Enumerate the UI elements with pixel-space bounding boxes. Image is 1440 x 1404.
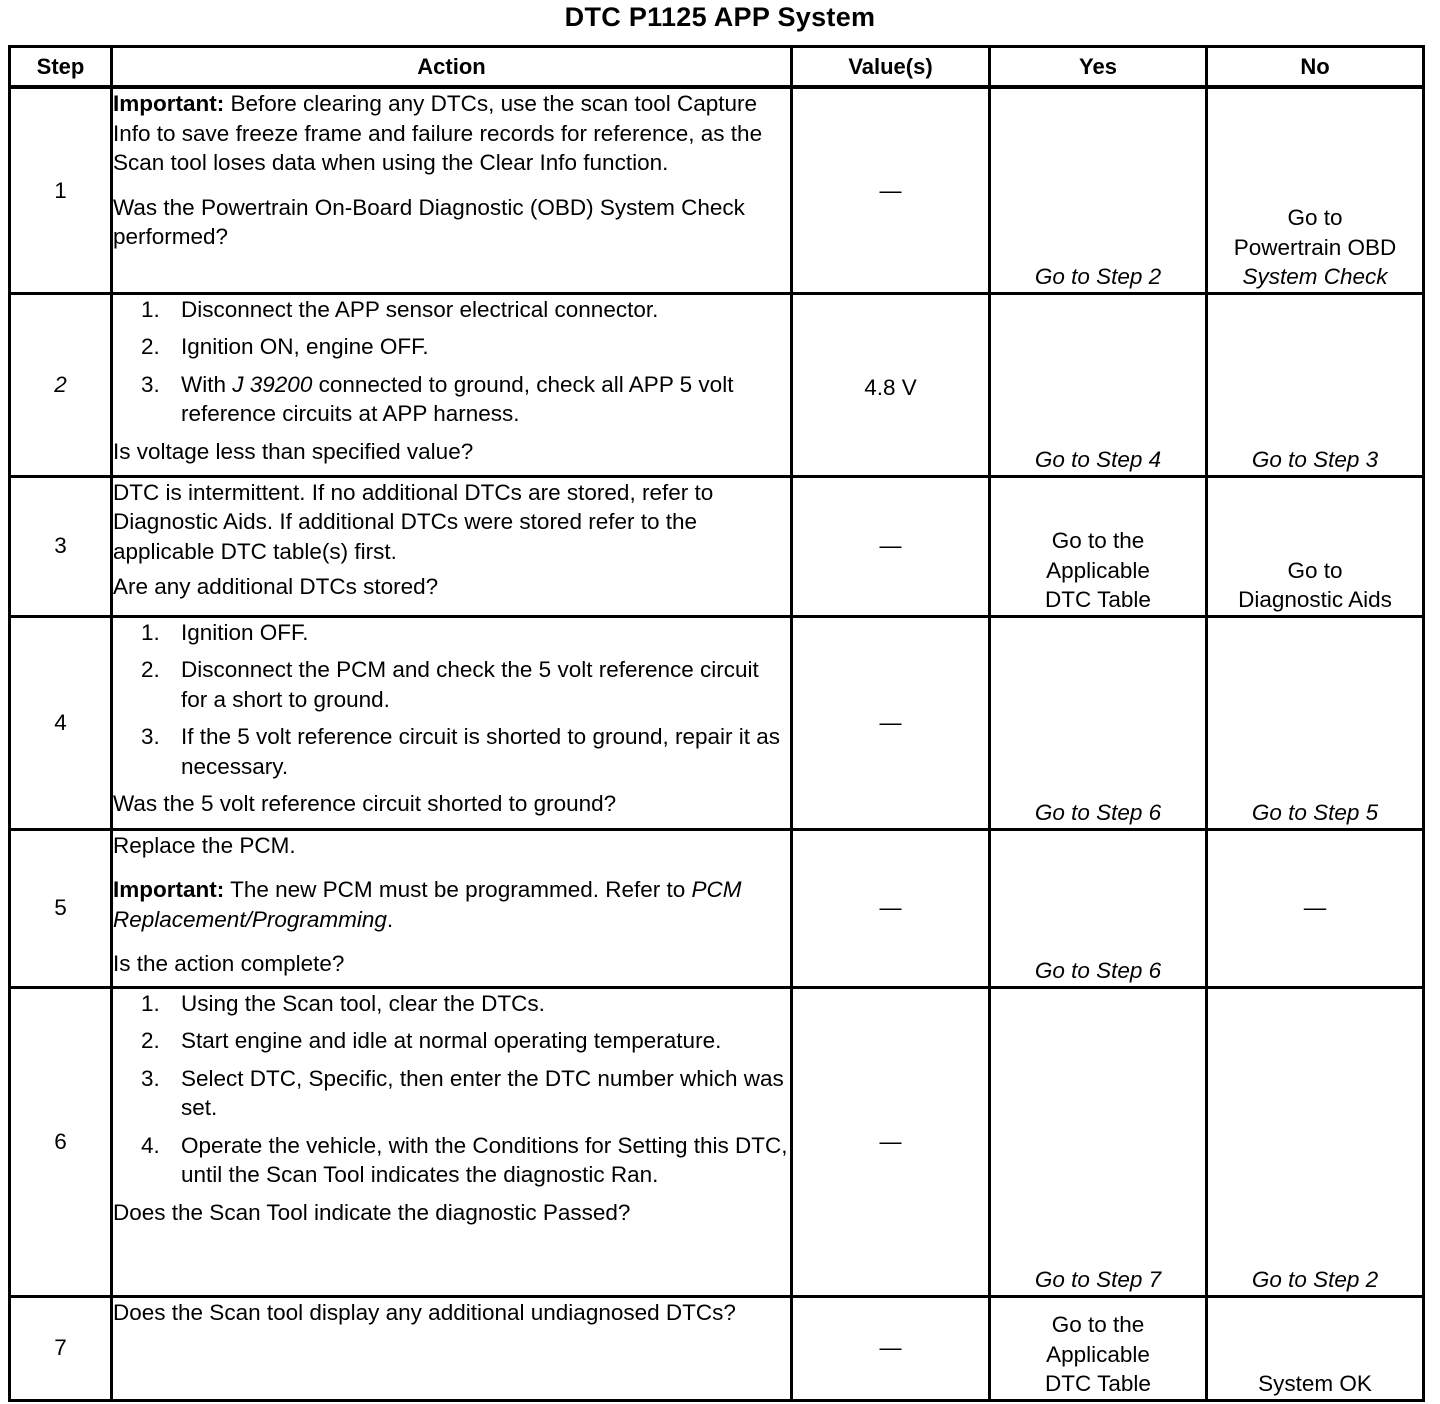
value-text: — — [879, 1335, 902, 1361]
item-number: 1. — [141, 990, 160, 1016]
value-text: 4.8 V — [864, 374, 917, 400]
item-number: 2. — [141, 1028, 160, 1053]
value-cell — [792, 87, 990, 293]
important-label: Important: — [113, 877, 225, 902]
action-cell — [112, 829, 792, 987]
action-list — [113, 295, 790, 429]
table-row — [10, 987, 1424, 1296]
no-cell: — — [1207, 829, 1424, 987]
question-text: Does the Scan tool display any additional undiagnosed DTCs? — [113, 1299, 736, 1325]
no-line: Powertrain OBD — [1233, 234, 1397, 260]
value-text: — — [879, 177, 902, 203]
item-text: Ignition ON, engine OFF. — [181, 334, 429, 359]
yes-line: DTC Table — [1045, 1371, 1151, 1396]
important-text: Before clearing any DTCs, use the scan tool Capture Info to save freeze frame and failure records for reference, as the Scan tool loses data when using the Clear Info function. — [113, 91, 763, 175]
list-item — [113, 1131, 790, 1190]
step-number: 2 — [10, 293, 112, 476]
no-line: Go to — [1287, 557, 1343, 583]
question-text: Is the action complete? — [113, 951, 345, 976]
item-text: Ignition OFF. — [181, 619, 309, 645]
item-number: 3. — [141, 371, 160, 397]
question-text: Are any additional DTCs stored? — [113, 574, 439, 599]
table-row — [10, 293, 1424, 476]
value-cell — [792, 293, 990, 476]
yes-line: DTC Table — [1045, 587, 1151, 612]
step-number: 7 — [10, 1296, 112, 1400]
item-number: 4. — [141, 1132, 160, 1158]
no-line: System Check — [1242, 264, 1388, 289]
action-text: DTC is intermittent. If no additional DTCs are stored, refer to Diagnostic Aids. If additional DTCs were stored refer to the applicable DTC table(s) first. — [113, 479, 714, 564]
header-step: Step — [10, 47, 112, 88]
list-item — [113, 295, 790, 325]
item-text: Start engine and idle at normal operating temperature. — [181, 1028, 722, 1053]
question-text: Is voltage less than specified value? — [113, 438, 474, 464]
no-line: Go to — [1287, 205, 1343, 230]
no-cell: Go to Step 2 — [1207, 987, 1424, 1296]
list-item — [113, 332, 790, 362]
yes-line: Applicable — [1046, 557, 1150, 583]
no-line: Diagnostic Aids — [1238, 587, 1392, 612]
table-row — [10, 1296, 1424, 1400]
value-cell — [792, 616, 990, 829]
yes-cell: Go to Step 2 — [990, 87, 1207, 293]
page-title: DTC P1125 APP System — [564, 2, 876, 32]
action-cell — [112, 616, 792, 829]
action-cell — [112, 1296, 792, 1400]
no-cell: Go to Step 3 — [1207, 293, 1424, 476]
item-text: Select DTC, Specific, then enter the DTC number which was set. — [181, 1065, 784, 1120]
value-text: — — [879, 895, 902, 921]
yes-cell: Go to Step 4 — [990, 293, 1207, 476]
table-row — [10, 87, 1424, 293]
list-item — [113, 1064, 790, 1123]
item-text: Disconnect the PCM and check the 5 volt reference circuit for a short to ground. — [181, 657, 759, 712]
action-cell — [112, 87, 792, 293]
value-cell — [792, 829, 990, 987]
value-cell — [792, 476, 990, 616]
value-cell — [792, 987, 990, 1296]
action-list — [113, 618, 790, 782]
yes-line: Applicable — [1046, 1341, 1150, 1367]
no-cell — [1207, 476, 1424, 616]
yes-line: Go to the — [1051, 1312, 1145, 1337]
list-item — [113, 655, 790, 714]
step-number: 3 — [10, 476, 112, 616]
question-text: Was the Powertrain On-Board Diagnostic (OBD) System Check performed? — [113, 194, 745, 249]
item-number: 2. — [141, 657, 160, 682]
step-number: 1 — [10, 87, 112, 293]
yes-line: Go to the — [1051, 528, 1145, 553]
table-row — [10, 476, 1424, 616]
action-cell — [112, 293, 792, 476]
value-text: — — [879, 1128, 902, 1154]
question-text: Does the Scan Tool indicate the diagnostic Passed? — [113, 1199, 631, 1225]
tool-reference: J 39200 — [232, 371, 313, 397]
item-number: 2. — [141, 334, 160, 359]
header-yes: Yes — [990, 47, 1207, 88]
item-text: Using the Scan tool, clear the DTCs. — [181, 990, 545, 1016]
table-row — [10, 829, 1424, 987]
no-cell: Go to Step 5 — [1207, 616, 1424, 829]
no-cell: System OK — [1207, 1296, 1424, 1400]
table-row — [10, 616, 1424, 829]
reference-link: PCM Replacement/Programming — [113, 877, 742, 932]
value-cell — [792, 1296, 990, 1400]
action-cell — [112, 476, 792, 616]
action-list — [113, 989, 790, 1190]
list-item — [113, 370, 790, 429]
list-item — [113, 618, 790, 648]
question-text: Was the 5 volt reference circuit shorted to ground? — [113, 791, 617, 816]
header-row — [10, 47, 1424, 88]
action-cell — [112, 987, 792, 1296]
action-text: Replace the PCM. — [113, 832, 296, 858]
header-no: No — [1207, 47, 1424, 88]
list-item — [113, 989, 790, 1019]
item-number: 3. — [141, 724, 160, 749]
yes-cell: Go to Step 6 — [990, 616, 1207, 829]
yes-cell: Go to Step 7 — [990, 987, 1207, 1296]
item-text: With — [181, 371, 233, 397]
important-label: Important: — [113, 91, 225, 116]
list-item — [113, 722, 790, 781]
item-number: 3. — [141, 1065, 160, 1091]
item-number: 1. — [141, 296, 160, 322]
step-number: 5 — [10, 829, 112, 987]
step-number: 4 — [10, 616, 112, 829]
yes-cell: Go to Step 6 — [990, 829, 1207, 987]
value-text: — — [879, 709, 902, 735]
item-text: Operate the vehicle, with the Conditions for Setting this DTC, until the Scan Tool indicates the diagnostic Ran. — [181, 1132, 788, 1187]
item-text: connected to ground, check all APP 5 volt reference circuits at APP harness. — [181, 371, 734, 426]
header-values: Value(s) — [792, 47, 990, 88]
yes-cell — [990, 1296, 1207, 1400]
punctuation: . — [386, 906, 394, 932]
step-number: 6 — [10, 987, 112, 1296]
yes-cell — [990, 476, 1207, 616]
value-text: — — [879, 533, 902, 559]
no-cell — [1207, 87, 1424, 293]
diagnostic-table — [8, 45, 1425, 1402]
important-text: The new PCM must be programmed. Refer to — [224, 877, 692, 902]
list-item — [113, 1026, 790, 1056]
item-text: If the 5 volt reference circuit is shorted to ground, repair it as necessary. — [181, 724, 781, 779]
item-number: 1. — [141, 619, 160, 645]
item-text: Disconnect the APP sensor electrical connector. — [181, 296, 659, 322]
header-action: Action — [112, 47, 792, 88]
